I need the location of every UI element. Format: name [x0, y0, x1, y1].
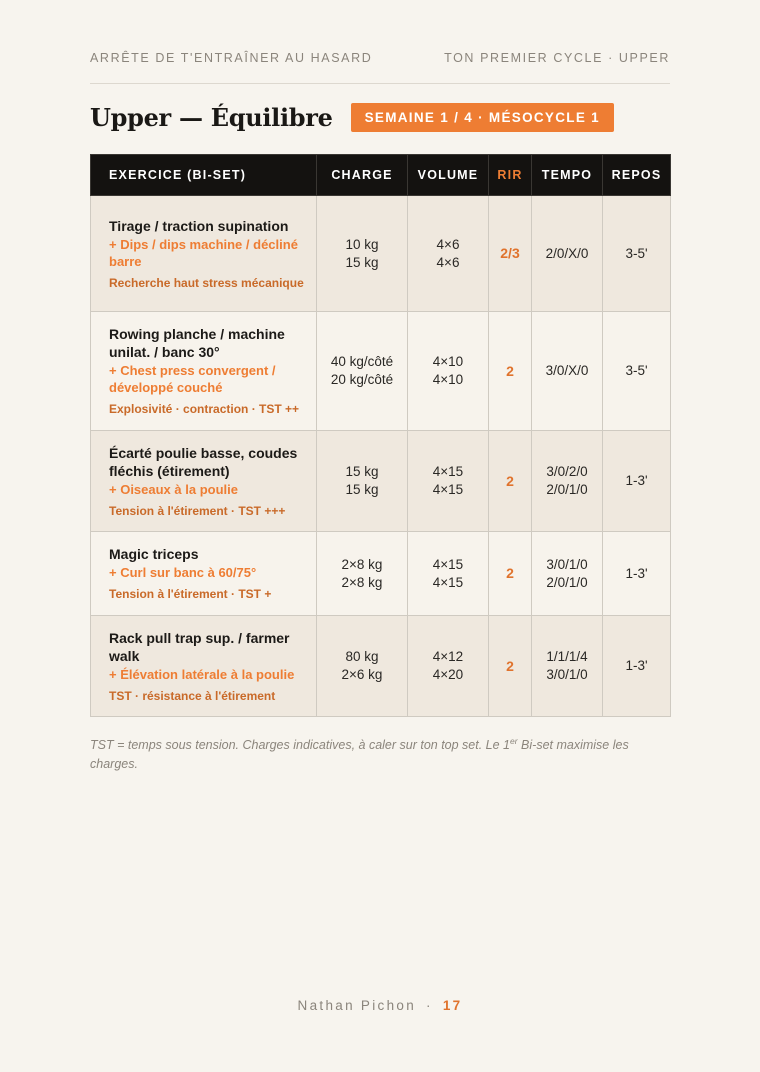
column-header-tempo: TEMPO [532, 155, 603, 196]
charge-cell [317, 312, 408, 431]
volume-cell [408, 431, 489, 532]
charge-value: 15 kg [345, 464, 379, 479]
exercise-superset: + Élévation latérale à la poulie [109, 666, 295, 682]
volume-value: 4×15 [432, 556, 464, 572]
column-header-repos: REPOS [603, 155, 671, 196]
exercise-superset: + Curl sur banc à 60/75° [109, 565, 257, 580]
volume-value: 4×6 [436, 236, 460, 252]
charge-value: 80 kg [345, 649, 379, 664]
exercise-cell [91, 312, 317, 431]
exercise-main: Magic triceps [109, 546, 199, 562]
column-header-volume: VOLUME [408, 155, 489, 196]
volume-cell [408, 532, 489, 616]
repos-cell: 1-3' [603, 532, 671, 616]
exercise-cell [91, 431, 317, 532]
exercise-note: Recherche haut stress mécanique [109, 275, 304, 290]
column-header-exercice: EXERCICE (BI-SET) [91, 155, 317, 196]
charge-cell [317, 196, 408, 312]
footnote-superscript: er [510, 736, 518, 746]
charge-cell [317, 532, 408, 616]
footnote-text-end: Bi-set maximise les charges. [90, 738, 629, 772]
volume-value: 4×6 [436, 254, 460, 270]
rir-value: 2 [506, 362, 514, 379]
volume-cell [408, 196, 489, 312]
volume-value: 4×15 [432, 464, 464, 479]
exercise-main: Rowing planche / machine unilat. / banc 30° [109, 326, 285, 360]
running-header [90, 51, 670, 65]
table-footnote [90, 732, 670, 774]
footnote-text-start: TST = temps sous tension. Charges indicatives, à caler sur ton top set. Le 1 [90, 738, 511, 753]
tempo-value: 2/0/1/0 [546, 574, 588, 590]
rir-cell [489, 312, 532, 431]
tempo-cell [532, 616, 603, 717]
exercise-cell [91, 532, 317, 616]
table-row [91, 431, 671, 532]
table-row [91, 532, 671, 616]
table-row [91, 616, 671, 717]
exercise-note: Tension à l'étirement · TST + [109, 587, 272, 601]
charge-value: 20 kg/côté [330, 372, 394, 387]
volume-cell [408, 616, 489, 717]
volume-value: 4×10 [432, 372, 464, 387]
exercise-superset: + Chest press convergent / développé couché [109, 363, 276, 395]
rir-cell [489, 532, 532, 616]
charge-cell [317, 616, 408, 717]
rir-value: 2 [506, 565, 514, 581]
running-header-left: ARRÊTE DE T'ENTRAÎNER AU HASARD [90, 51, 373, 65]
charge-value: 15 kg [345, 254, 379, 270]
exercise-main: Tirage / traction supination [109, 217, 289, 234]
page-title: Upper — Équilibre [90, 103, 333, 132]
table-header-row [91, 155, 671, 196]
charge-value: 10 kg [345, 236, 379, 252]
exercise-note: Explosivité · contraction · TST ++ [109, 402, 300, 416]
tempo-value: 3/0/1/0 [546, 556, 588, 572]
page-footer [0, 998, 760, 1013]
tempo-cell [532, 196, 603, 312]
charge-cell [317, 431, 408, 532]
tempo-value: 2/0/1/0 [546, 482, 588, 497]
volume-value: 4×20 [432, 667, 464, 682]
column-header-rir: RIR [489, 155, 532, 196]
volume-value: 4×15 [432, 482, 464, 497]
footer-author: Nathan Pichon [297, 998, 417, 1013]
running-header-right: TON PREMIER CYCLE · UPPER [444, 51, 670, 65]
tempo-cell [532, 431, 603, 532]
exercise-cell [91, 196, 317, 312]
exercise-superset: + Dips / dips machine / décliné barre [109, 236, 298, 269]
exercise-main: Rack pull trap sup. / farmer walk [109, 629, 290, 664]
tempo-value: 1/1/1/4 [546, 649, 588, 664]
volume-value: 4×10 [432, 354, 464, 369]
charge-value: 2×8 kg [341, 574, 383, 590]
tempo-value: 3/0/X/0 [545, 363, 589, 378]
repos-cell: 1-3' [603, 431, 671, 532]
week-badge: SEMAINE 1 / 4 · MÉSOCYCLE 1 [351, 103, 614, 132]
volume-value: 4×12 [432, 649, 464, 664]
exercise-note: TST · résistance à l'étirement [109, 688, 276, 703]
exercise-note: Tension à l'étirement · TST +++ [109, 503, 286, 518]
rir-value: 2 [506, 472, 514, 489]
rir-value: 2 [506, 657, 514, 674]
rir-value: 2/3 [500, 245, 520, 261]
repos-cell: 3-5' [603, 312, 671, 431]
tempo-value: 3/0/2/0 [546, 464, 588, 479]
rir-cell [489, 431, 532, 532]
tempo-cell [532, 312, 603, 431]
rir-cell [489, 196, 532, 312]
volume-value: 4×15 [432, 574, 464, 590]
header-divider [90, 83, 670, 84]
charge-value: 15 kg [345, 482, 379, 497]
column-header-charge: CHARGE [317, 155, 408, 196]
tempo-cell [532, 532, 603, 616]
footer-separator: · [426, 998, 433, 1013]
exercise-superset: + Oiseaux à la poulie [109, 481, 238, 497]
repos-cell: 1-3' [603, 616, 671, 717]
repos-cell: 3-5' [603, 196, 671, 312]
tempo-value: 3/0/1/0 [546, 667, 588, 682]
volume-cell [408, 312, 489, 431]
title-row [90, 103, 614, 132]
tempo-value: 2/0/X/0 [545, 245, 589, 261]
charge-value: 2×6 kg [341, 667, 383, 682]
exercise-cell [91, 616, 317, 717]
table-row [91, 312, 671, 431]
exercise-main: Écarté poulie basse, coudes fléchis (étirement) [109, 444, 298, 479]
program-table [90, 154, 671, 717]
rir-cell [489, 616, 532, 717]
charge-value: 40 kg/côté [330, 354, 394, 369]
charge-value: 2×8 kg [341, 556, 383, 572]
table-row [91, 196, 671, 312]
page-number: 17 [442, 998, 463, 1013]
